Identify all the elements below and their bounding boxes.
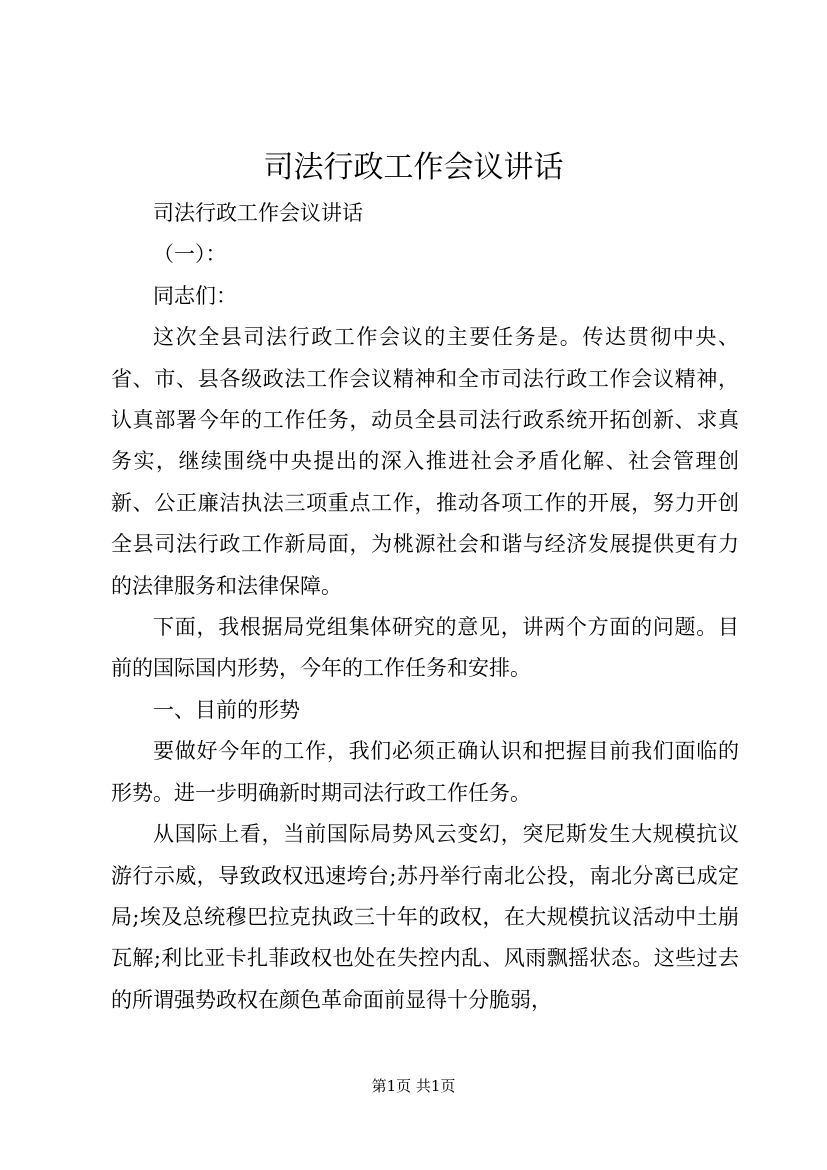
paragraph-subtitle: 司法行政工作会议讲话	[153, 201, 363, 225]
paragraph-main-task: 这次全县司法行政工作会议的主要任务是。传达贯彻中央、省、市、县各级政法工作会议精神和全市司法行政工作会议精神，认真部署今年的工作任务，动员全县司法行政系统开拓创新、求真务实，继续围绕中央提出的深入推进社会矛盾化解、社会管理创新、公正廉洁执法三项重点工作，推动各项工作的开展，努力开创全县司法行政工作新局面，为桃源社会和谐与经济发展提供更有力的法律服务和法律保障。	[111, 325, 739, 598]
paragraph-section-marker: （一）：	[153, 242, 227, 267]
paragraph-situation-intro: 要做好今年的工作，我们必须正确认识和把握目前我们面临的形势。进一步明确新时期司法行政工作任务。	[111, 739, 739, 805]
paragraph-international: 从国际上看，当前国际局势风云变幻，突尼斯发生大规模抗议游行示威，导致政权迅速垮台;苏丹举行南北公投，南北分离已成定局;埃及总统穆巴拉克执政三十年的政权，在大规模抗议活动中土崩瓦解;利比亚卡扎菲政权也处在失控内乱、风雨飘摇状态。这些过去的所谓强势政权在颜色革命面前显得十分脆弱，	[111, 822, 739, 1012]
page-footer: 第1页 共1页	[371, 1077, 456, 1095]
paragraph-salutation: 同志们：	[153, 283, 237, 308]
document-title: 司法行政工作会议讲话	[263, 150, 564, 185]
paragraph-heading-situation: 一、目前的形势	[153, 697, 300, 722]
document-body	[111, 193, 739, 1021]
paragraph-outline: 下面，我根据局党组集体研究的意见，讲两个方面的问题。目前的国际国内形势，今年的工作任务和安排。	[111, 615, 739, 681]
